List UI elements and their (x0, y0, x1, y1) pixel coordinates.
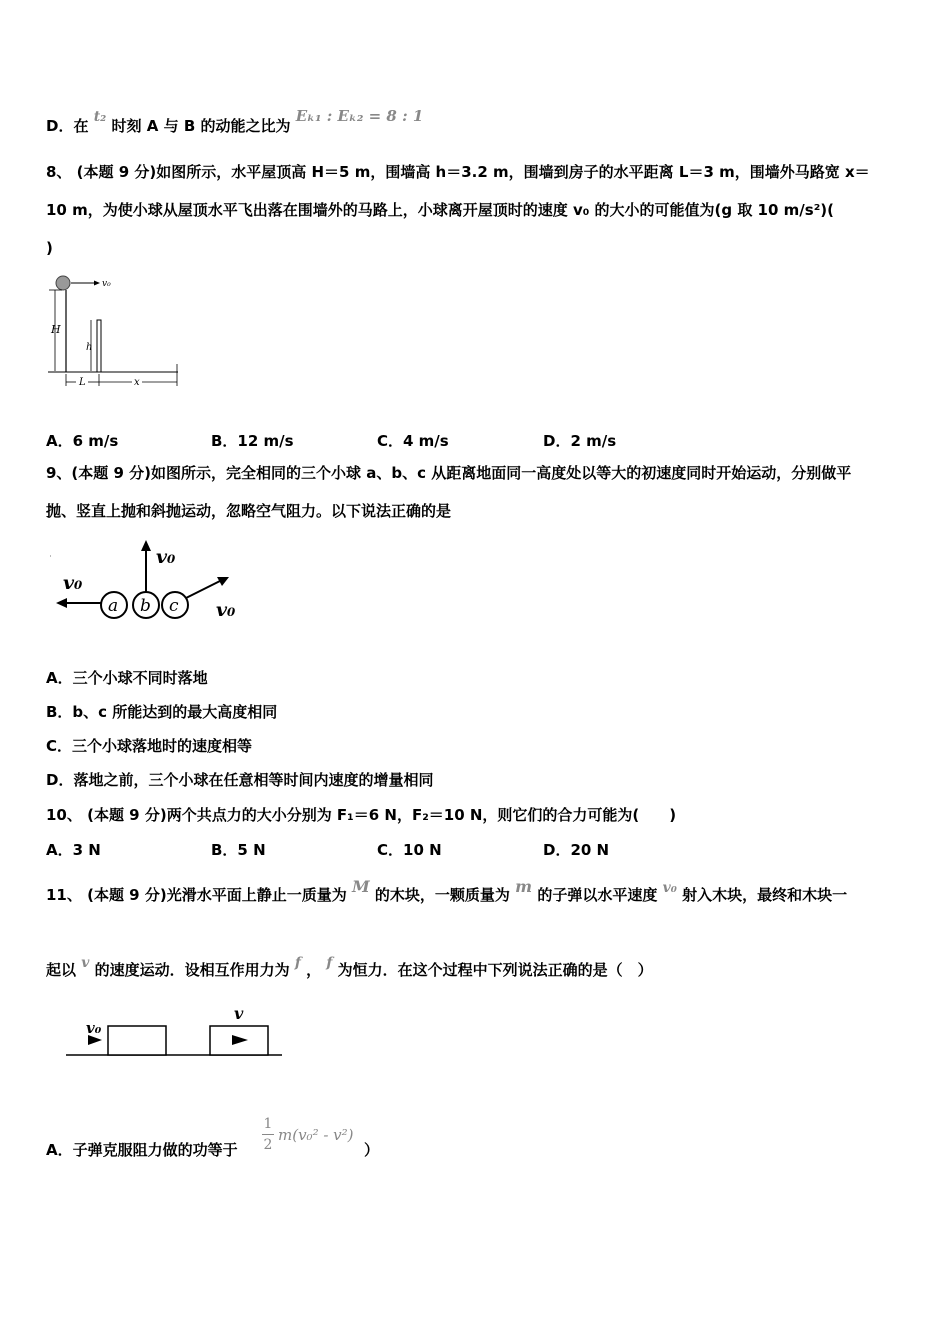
q10-option-b[interactable]: B．5 N (211, 841, 266, 859)
q8-option-a[interactable]: A．6 m/s (46, 432, 119, 450)
q11-figure (62, 1002, 287, 1062)
q11-block-before (108, 1026, 166, 1055)
q11-stem-line1 (46, 877, 848, 906)
q8-option-c[interactable]: C．4 m/s (377, 432, 449, 450)
q8-fig-v0: v₀ (102, 279, 111, 289)
q11-text-1a: 11、 (本题 9 分)光滑水平面上静止一质量为 (46, 886, 347, 904)
q11-option-a-text: A．子弹克服阻力做的功等于 (46, 1141, 238, 1159)
q11-f2: f (326, 955, 333, 971)
q7-t2: t₂ (93, 109, 107, 125)
q11-frac-num: 1 (263, 1116, 273, 1132)
q11-frac-den: 2 (263, 1137, 273, 1153)
q11-fig-v: v (234, 1004, 244, 1023)
q8-text-1: (本题 9 分)如图所示，水平屋顶高 H＝5 m，围墙高 h＝3.2 m，围墙到房子的水平距离 L＝3 m，围墙外马路宽 x＝ (76, 163, 870, 181)
q8-fig-x: x (134, 377, 140, 388)
q11-stem-line2 (46, 955, 653, 981)
q9-option-b[interactable]: B．b、c 所能达到的最大高度相同 (46, 703, 278, 721)
q7-energy-ratio: Eₖ₁ : Eₖ₂ = 8 : 1 (295, 107, 424, 125)
q8-fence (97, 320, 101, 372)
q11-option-a-close: ） (364, 1141, 380, 1159)
q11-work-formula: m(v₀² - v²) (278, 1126, 354, 1144)
q10-option-c[interactable]: C．10 N (377, 841, 442, 859)
q9-stem-line2: 抛、竖直上抛和斜抛运动，忽略空气阻力。以下说法正确的是 (46, 502, 452, 520)
q9-option-d[interactable]: D．落地之前，三个小球在任意相等时间内速度的增量相同 (46, 771, 434, 789)
q11-option-a[interactable] (46, 1140, 238, 1160)
q11-text-1d: 射入木块，最终和木块一 (682, 886, 848, 904)
q8-stem-line2: 10 m，为使小球从屋顶水平飞出落在围墙外的马路上，小球离开屋顶时的速度 v₀ 的大小的可能值为(g 取 10 m/s²)( (46, 201, 834, 219)
q9-stem-line1: 9、(本题 9 分)如图所示，完全相同的三个小球 a、b、c 从距离地面同一高度处以等大的初速度同时开始运动，分别做平 (46, 464, 852, 482)
q9-fig-c: c (169, 596, 179, 616)
q11-text-2a: 起以 (46, 961, 77, 979)
q11-text-1b: 的木块，一颗质量为 (374, 886, 510, 904)
q9-option-a[interactable]: A．三个小球不同时落地 (46, 669, 208, 687)
q11-text-1c: 的子弹以水平速度 (537, 886, 658, 904)
q11-fig-v0: v₀ (86, 1019, 102, 1037)
q8-option-d[interactable]: D．2 m/s (543, 432, 617, 450)
q10-stem: 10、 (本题 9 分)两个共点力的大小分别为 F₁＝6 N，F₂＝10 N，则它们的合力可能为( ) (46, 806, 677, 824)
q9-fig-a: a (108, 596, 119, 616)
q11-f1: f (294, 955, 301, 971)
q8-ball (56, 276, 70, 290)
q11-frac-bar (262, 1134, 274, 1135)
q7-option-d-pre: 在 (73, 117, 89, 135)
q11-text-2c: 为恒力．在这个过程中下列说法正确的是（ ） (337, 961, 653, 979)
q8-fig-h: h (86, 342, 93, 353)
q9-fig-v0-left: v₀ (63, 572, 83, 594)
q10-option-a[interactable]: A．3 N (46, 841, 101, 859)
q10-option-d[interactable]: D．20 N (543, 841, 610, 859)
q9-figure (48, 536, 243, 626)
q11-fraction (262, 1116, 274, 1153)
q11-M: M (351, 877, 370, 896)
q7-option-d-mid: 时刻 A 与 B 的动能之比为 (111, 117, 291, 135)
q9-fig-v0-right: v₀ (216, 599, 236, 621)
q11-m: m (515, 877, 533, 896)
q11-comma: ， (306, 961, 322, 979)
q11-text-2b: 的速度运动．设相互作用力为 (94, 961, 290, 979)
q11-v: v (81, 955, 90, 971)
q8-option-b[interactable]: B．12 m/s (211, 432, 294, 450)
q8-stem-line3: ) (46, 239, 53, 257)
q8-figure (40, 270, 185, 395)
q9-option-c[interactable]: C．三个小球落地时的速度相等 (46, 737, 253, 755)
q7-option-d-letter: D． (46, 117, 74, 135)
q9-fig-v0-up: v₀ (156, 546, 176, 568)
q11-v0: v₀ (662, 880, 677, 896)
q8-number: 8、 (46, 163, 72, 181)
q9-fig-b: b (140, 596, 151, 616)
q8-fig-L: L (79, 377, 86, 388)
q7-option-d (46, 107, 424, 137)
q8-fig-H: H (51, 323, 61, 336)
q8-stem-line1 (46, 162, 870, 182)
